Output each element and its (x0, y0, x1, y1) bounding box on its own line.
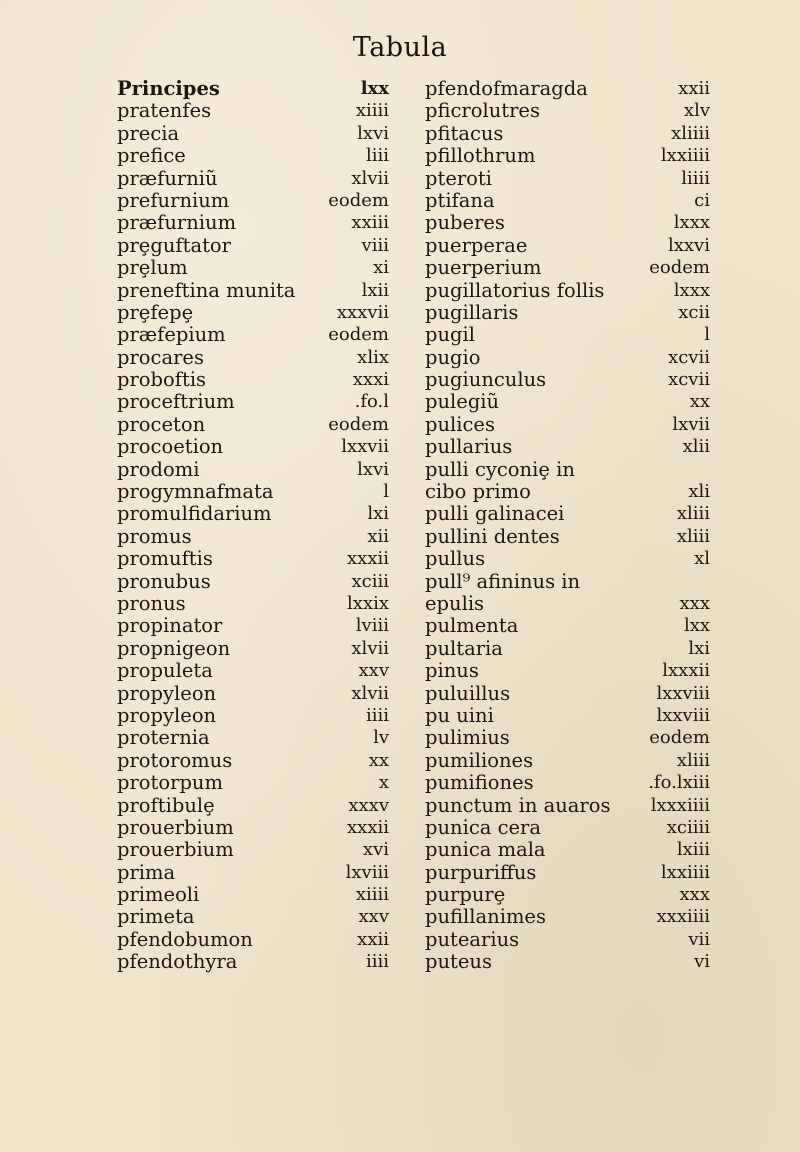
index-entry (117, 481, 389, 503)
index-term: pullini dentes (425, 524, 560, 548)
index-entry (425, 459, 710, 481)
index-term: pfendothyra (117, 950, 238, 974)
index-term: puteus (425, 950, 492, 974)
folio-number: lxxiiii (660, 145, 710, 167)
index-entry (425, 705, 710, 727)
index-term: pultaria (425, 636, 503, 660)
index-term: prȩfepȩ (117, 300, 194, 324)
folio-number: lxi (688, 637, 710, 659)
folio-number: liii (365, 145, 389, 167)
index-term: prefurnium (117, 188, 230, 212)
index-entry (425, 190, 710, 212)
index-entry (117, 145, 389, 167)
index-entry (425, 257, 710, 279)
index-term: putearius (425, 927, 520, 951)
index-term: pfillothrum (425, 144, 536, 168)
index-term: proternia (117, 726, 210, 750)
folio-number: lxxviii (656, 704, 710, 726)
index-entry (425, 123, 710, 145)
index-entry (425, 168, 710, 190)
index-term: pteroti (425, 166, 492, 190)
index-term: Principes (117, 77, 220, 100)
index-entry (117, 212, 389, 234)
index-term: pu uini (425, 703, 494, 727)
index-term: punica mala (425, 838, 546, 862)
folio-number: xxxii (347, 548, 389, 570)
index-term: pull⁹ afininus in (425, 569, 581, 593)
index-entry (425, 615, 710, 637)
index-term: punica cera (425, 815, 541, 839)
folio-number: viii (361, 234, 389, 256)
index-entry (117, 347, 389, 369)
folio-number: eodem (649, 727, 710, 749)
index-entry (425, 145, 710, 167)
index-term: proceftrium (117, 390, 235, 414)
index-entry (425, 571, 710, 593)
folio-number: xlvii (351, 637, 389, 659)
folio-number: iiii (365, 951, 389, 973)
folio-number: lxvi (357, 458, 389, 480)
folio-number: lxx (360, 78, 389, 99)
index-entry (117, 414, 389, 436)
folio-number: xliii (676, 749, 710, 771)
index-term: precia (117, 121, 180, 145)
index-term: pratenfes (117, 99, 212, 123)
right-index-column (425, 78, 710, 974)
index-term: pulmenta (425, 614, 519, 638)
index-term: procoetion (117, 435, 224, 459)
index-entry (425, 481, 710, 503)
index-term: puluillus (425, 681, 511, 705)
folio-number: lxxvii (341, 436, 389, 458)
index-entry (117, 660, 389, 682)
index-term: propinator (117, 614, 223, 638)
folio-number: lxvii (672, 413, 710, 435)
folio-number: liiii (681, 167, 710, 189)
index-term: pugil (425, 323, 475, 347)
index-term: prefice (117, 144, 186, 168)
index-term: præfurnium (117, 211, 237, 235)
folio-number: .fo.lxiii (648, 772, 710, 794)
folio-number: lxiii (676, 839, 710, 861)
index-term: pugiunculus (425, 368, 547, 392)
folio-number: lxxviii (656, 682, 710, 704)
index-entry (117, 727, 389, 749)
index-entry (425, 369, 710, 391)
index-entry (117, 280, 389, 302)
index-term: progymnafmata (117, 480, 274, 504)
index-entry (117, 324, 389, 346)
index-entry (425, 302, 710, 324)
folio-number: lxxx (673, 279, 710, 301)
folio-number: lxxxii (662, 660, 710, 682)
index-entry (117, 100, 389, 122)
folio-number: lxxiiii (660, 861, 710, 883)
index-term: primeoli (117, 883, 200, 907)
index-term: puerperae (425, 233, 528, 257)
folio-number: xxv (358, 660, 389, 682)
folio-number: xxii (357, 928, 389, 950)
index-entry (117, 302, 389, 324)
index-entry (425, 391, 710, 413)
index-term: pugio (425, 345, 481, 369)
folio-number: xlix (357, 346, 389, 368)
index-term: pulices (425, 412, 495, 436)
index-entry (425, 660, 710, 682)
index-entry (425, 280, 710, 302)
folio-number: xxxiiii (656, 906, 710, 928)
folio-number: xl (694, 548, 710, 570)
index-entry (425, 772, 710, 794)
index-term: prima (117, 860, 176, 884)
index-entry (117, 459, 389, 481)
folio-number: lv (373, 727, 389, 749)
index-term: propuleta (117, 659, 213, 683)
index-term: purpuriffus (425, 860, 537, 884)
index-term: pfendofmaragda (425, 77, 588, 100)
index-term: pulegiũ (425, 390, 500, 414)
index-entry (117, 750, 389, 772)
index-term: pfitacus (425, 121, 504, 145)
folio-number: lxxx (673, 212, 710, 234)
index-entry (425, 884, 710, 906)
index-entry (425, 906, 710, 928)
index-term: pullus (425, 547, 486, 571)
index-entry (117, 593, 389, 615)
index-term: epulis (425, 591, 485, 615)
folio-number: xiiii (355, 884, 389, 906)
folio-number: xlv (683, 100, 710, 122)
folio-number: lxii (361, 279, 389, 301)
folio-number: eodem (328, 189, 389, 211)
folio-number: l (704, 324, 710, 346)
folio-number: lviii (355, 615, 389, 637)
left-index-column (117, 78, 389, 974)
index-entry (117, 190, 389, 212)
index-term: propyleon (117, 681, 217, 705)
folio-number: xxx (679, 884, 710, 906)
index-term: propyleon (117, 703, 217, 727)
index-term: promuftis (117, 547, 213, 571)
index-entry (425, 795, 710, 817)
folio-number: lxviii (345, 861, 389, 883)
folio-number: xxxi (352, 369, 389, 391)
folio-number: xxiii (351, 212, 389, 234)
index-entry (117, 571, 389, 593)
index-entry (425, 414, 710, 436)
index-entry (425, 503, 710, 525)
folio-number: vi (694, 951, 710, 973)
index-entry (425, 526, 710, 548)
index-term: pinus (425, 659, 479, 683)
index-entry (425, 235, 710, 257)
folio-number: lxxxiiii (650, 794, 710, 816)
folio-number: vii (688, 928, 710, 950)
index-term: pumifiones (425, 771, 534, 795)
index-entry (117, 772, 389, 794)
index-term: prouerbium (117, 838, 234, 862)
index-term: propnigeon (117, 636, 231, 660)
index-term: pronubus (117, 569, 211, 593)
index-term: pulli galinacei (425, 502, 565, 526)
index-term: præfurniũ (117, 166, 218, 190)
folio-number: xxx (679, 592, 710, 614)
folio-number: l (383, 481, 389, 503)
index-term: pficrolutres (425, 99, 540, 123)
index-entry (117, 391, 389, 413)
index-entry (117, 862, 389, 884)
index-term: preneftina munita (117, 278, 296, 302)
index-entry (425, 727, 710, 749)
index-term: purpurȩ (425, 883, 506, 907)
folio-number: x (378, 772, 389, 794)
index-entry (117, 526, 389, 548)
index-term: prȩguftator (117, 233, 231, 257)
index-term: cibo primo (425, 480, 531, 504)
index-entry (117, 369, 389, 391)
folio-number: xxxvii (336, 301, 389, 323)
index-entry (117, 638, 389, 660)
index-entry (425, 929, 710, 951)
index-entry (117, 705, 389, 727)
folio-number: xliii (676, 503, 710, 525)
folio-number: xvi (362, 839, 389, 861)
folio-number: lxxix (347, 592, 389, 614)
index-term: pugillaris (425, 300, 519, 324)
folio-number: lxvi (357, 122, 389, 144)
folio-number: xii (367, 525, 389, 547)
index-entry (425, 951, 710, 973)
index-entry (117, 683, 389, 705)
folio-number: xlvii (351, 167, 389, 189)
index-entry (425, 638, 710, 660)
index-term: pronus (117, 591, 186, 615)
index-term: prouerbium (117, 815, 234, 839)
folio-number: xcvii (668, 346, 710, 368)
index-term: protoromus (117, 748, 233, 772)
folio-number: xli (688, 481, 710, 503)
index-entry (425, 593, 710, 615)
folio-number: xxxii (347, 816, 389, 838)
index-entry (425, 862, 710, 884)
folio-number: eodem (328, 413, 389, 435)
index-term: puerperium (425, 256, 542, 280)
index-term: proceton (117, 412, 206, 436)
index-entry (117, 436, 389, 458)
index-entry (425, 839, 710, 861)
index-entry (425, 324, 710, 346)
index-entry (425, 683, 710, 705)
folio-number: xciii (351, 570, 389, 592)
index-entry (425, 78, 710, 100)
index-entry (117, 503, 389, 525)
folio-number: eodem (328, 324, 389, 346)
index-term: proboftis (117, 368, 207, 392)
index-entry (425, 750, 710, 772)
index-entry (117, 929, 389, 951)
index-term: pufillanimes (425, 905, 546, 929)
index-entry (117, 548, 389, 570)
index-entry (425, 347, 710, 369)
index-term: pfendobumon (117, 927, 253, 951)
folio-number: xxii (678, 78, 710, 99)
folio-number: xcvii (668, 369, 710, 391)
index-term: pullarius (425, 435, 513, 459)
index-term: protorpum (117, 771, 223, 795)
index-entry (425, 817, 710, 839)
folio-number: iiii (365, 704, 389, 726)
index-term: procares (117, 345, 204, 369)
folio-number: lxxvi (668, 234, 710, 256)
folio-number: xx (689, 391, 710, 413)
index-entry (117, 235, 389, 257)
folio-number: eodem (649, 257, 710, 279)
index-entry (425, 548, 710, 570)
index-term: prȩlum (117, 256, 188, 280)
page-title: Tabula (352, 32, 448, 63)
folio-number: xcii (678, 301, 710, 323)
index-entry (425, 436, 710, 458)
index-entry (117, 257, 389, 279)
folio-number: xx (368, 749, 389, 771)
index-entry (117, 839, 389, 861)
folio-number: xxxv (348, 794, 389, 816)
index-entry (117, 168, 389, 190)
index-term: punctum in auaros (425, 793, 611, 817)
folio-number: xi (373, 257, 389, 279)
folio-number: xlii (682, 436, 710, 458)
index-term: pumiliones (425, 748, 534, 772)
index-entry (117, 951, 389, 973)
index-term: proftibulȩ (117, 793, 215, 817)
folio-number: xxv (358, 906, 389, 928)
index-term: primeta (117, 905, 195, 929)
index-term: ptifana (425, 188, 495, 212)
folio-number: lxi (367, 503, 389, 525)
index-entry (117, 906, 389, 928)
index-term: prodomi (117, 457, 200, 481)
index-term: promus (117, 524, 192, 548)
folio-number: .fo.l (354, 391, 389, 413)
index-term: pulimius (425, 726, 510, 750)
index-entry (425, 212, 710, 234)
index-term: promulfidarium (117, 502, 272, 526)
folio-number: xiiii (355, 100, 389, 122)
folio-number: xlvii (351, 682, 389, 704)
folio-number: lxx (683, 615, 710, 637)
index-term: puberes (425, 211, 505, 235)
index-entry (117, 78, 389, 100)
index-term: præfepium (117, 323, 226, 347)
index-entry (117, 884, 389, 906)
folio-number: xciiii (666, 816, 710, 838)
folio-number: xliiii (671, 122, 710, 144)
index-entry (117, 123, 389, 145)
folio-number: ci (694, 189, 710, 211)
index-entry (117, 615, 389, 637)
folio-number: xliii (676, 525, 710, 547)
index-term: pugillatorius follis (425, 278, 605, 302)
index-entry (117, 817, 389, 839)
index-entry (425, 100, 710, 122)
index-term: pulli cyconiȩ in (425, 457, 575, 481)
index-entry (117, 795, 389, 817)
